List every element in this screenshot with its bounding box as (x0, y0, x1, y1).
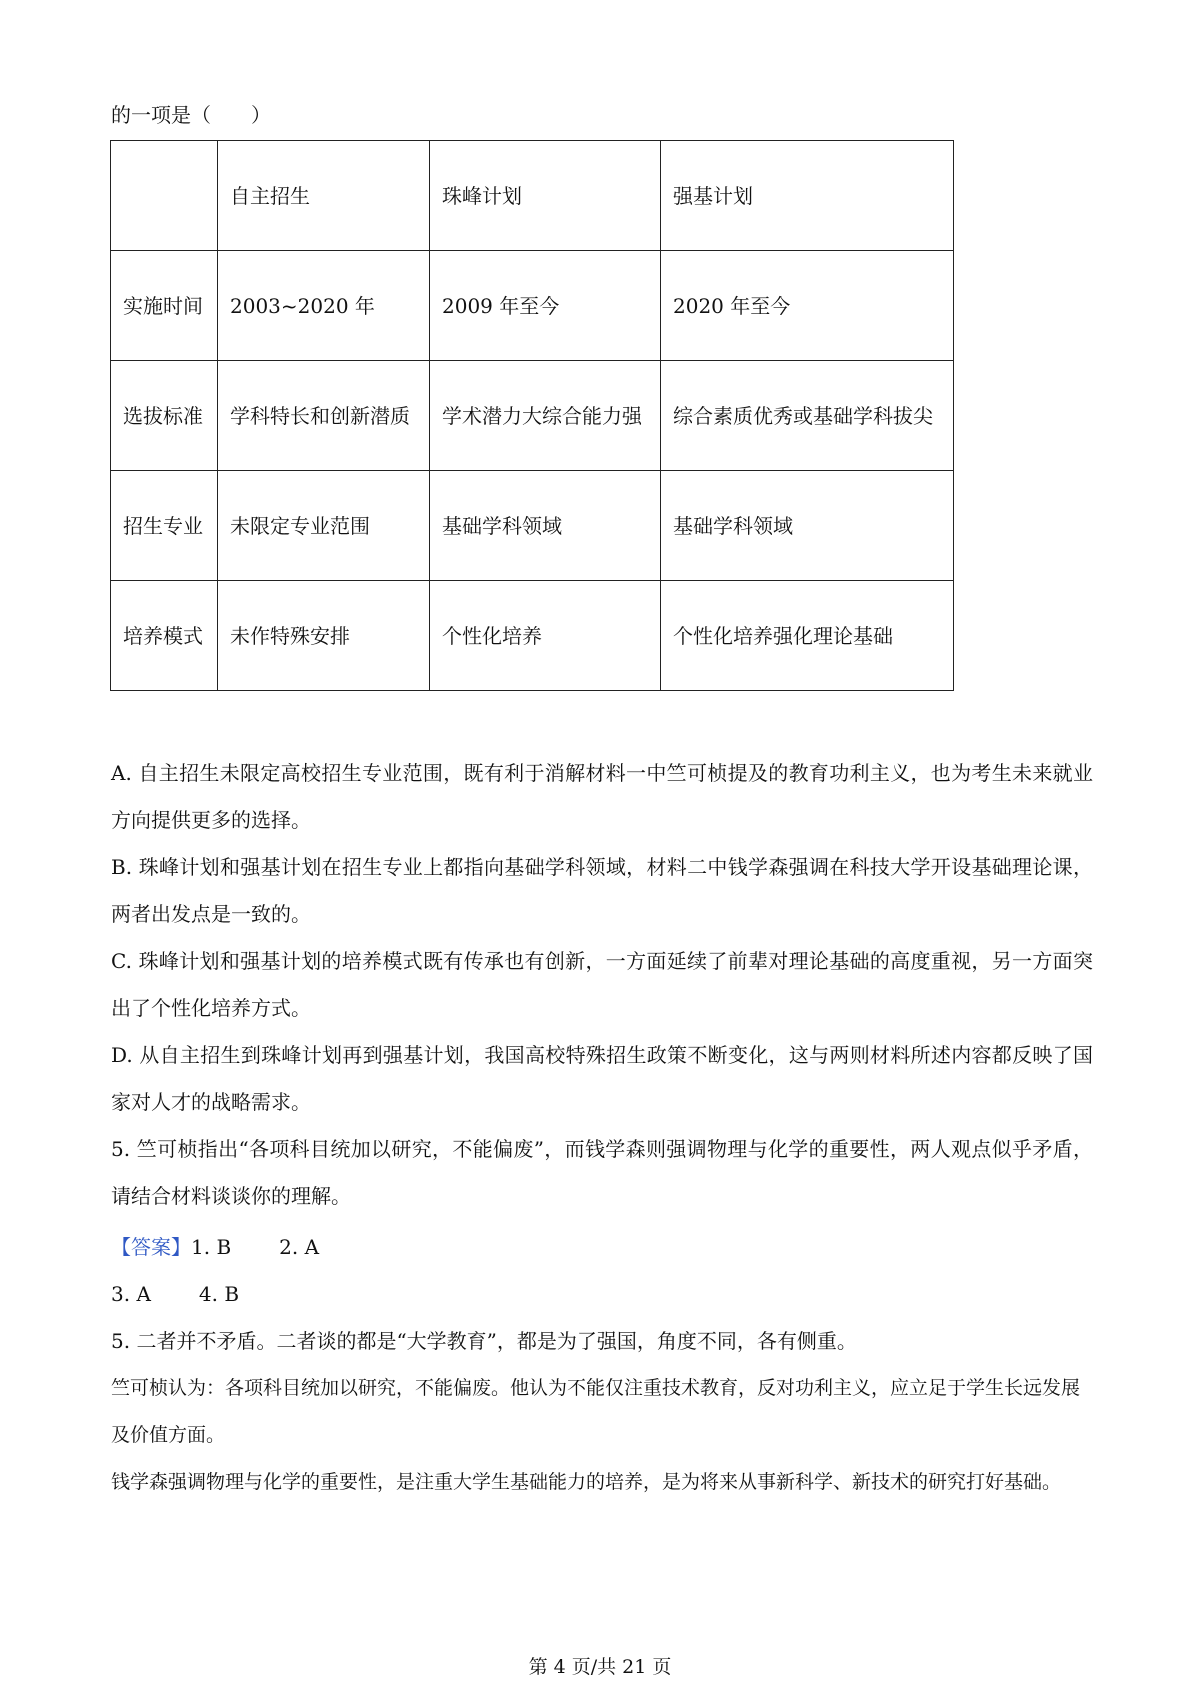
table-cell: 未作特殊安排 (218, 581, 430, 691)
answer-3: 3. A (111, 1282, 151, 1306)
option-c: C. 珠峰计划和强基计划的培养模式既有传承也有创新，一方面延续了前辈对理论基础的高度重视，另一方面突出了个性化培养方式。 (111, 949, 1093, 1020)
answer-1: 1. B (191, 1235, 232, 1259)
comparison-table (110, 140, 954, 691)
table-row-label: 实施时间 (111, 251, 218, 361)
option-b: B. 珠峰计划和强基计划在招生专业上都指向基础学科领域，材料二中钱学森强调在科技大学开设基础理论课，两者出发点是一致的。 (111, 855, 1093, 926)
table-row (111, 471, 954, 581)
answer-4: 4. B (198, 1282, 240, 1306)
table-cell: 2003~2020 年 (218, 251, 430, 361)
answer-line-2 (111, 1271, 1093, 1318)
page-footer: 第 4 页/共 21 页 (528, 1656, 672, 1678)
table-cell: 基础学科领域 (430, 471, 661, 581)
explanation-1: 竺可桢认为：各项科目统加以研究，不能偏废。他认为不能仅注重技术教育，反对功利主义，应立足于学生长远发展及价值方面。 (111, 1377, 1081, 1446)
table-cell: 学术潜力大综合能力强 (430, 361, 661, 471)
option-a: A. 自主招生未限定高校招生专业范围，既有利于消解材料一中竺可桢提及的教育功利主义，也为考生未来就业方向提供更多的选择。 (111, 761, 1093, 832)
table-row-label: 招生专业 (111, 471, 218, 581)
table-cell: 综合素质优秀或基础学科拔尖 (661, 361, 954, 471)
explanation-2: 钱学森强调物理与化学的重要性，是注重大学生基础能力的培养，是为将来从事新科学、新技术的研究打好基础。 (111, 1471, 1062, 1493)
table-header-cell: 珠峰计划 (430, 141, 661, 251)
question-5: 5. 竺可桢指出“各项科目统加以研究，不能偏废”，而钱学森则强调物理与化学的重要性，两人观点似乎矛盾，请结合材料谈谈你的理解。 (111, 1137, 1093, 1208)
answer-2: 2. A (279, 1235, 320, 1259)
table-cell: 2009 年至今 (430, 251, 661, 361)
table-row (111, 251, 954, 361)
table-cell: 未限定专业范围 (218, 471, 430, 581)
table-row-label: 选拔标准 (111, 361, 218, 471)
table-cell: 基础学科领域 (661, 471, 954, 581)
table-cell: 个性化培养强化理论基础 (661, 581, 954, 691)
table-header-cell: 自主招生 (218, 141, 430, 251)
table-cell: 个性化培养 (430, 581, 661, 691)
table-cell: 2020 年至今 (661, 251, 954, 361)
table-row-label: 培养模式 (111, 581, 218, 691)
table-header-cell: 强基计划 (661, 141, 954, 251)
answer-section (111, 1224, 1093, 1506)
answer-5: 5. 二者并不矛盾。二者谈的都是“大学教育”，都是为了强国，角度不同，各有侧重。 (111, 1329, 857, 1353)
option-d: D. 从自主招生到珠峰计划再到强基计划，我国高校特殊招生政策不断变化，这与两则材料所述内容都反映了国家对人才的战略需求。 (111, 1043, 1093, 1114)
table-row (111, 581, 954, 691)
table-header-cell (111, 141, 218, 251)
table-header-row (111, 141, 954, 251)
answer-tag: 【答案】 (111, 1235, 191, 1259)
table-row (111, 361, 954, 471)
question-stem-tail: 的一项是（ ） (111, 103, 271, 127)
answer-options (111, 750, 1093, 1220)
table-cell: 学科特长和创新潜质 (218, 361, 430, 471)
answer-line-1 (111, 1224, 1093, 1271)
